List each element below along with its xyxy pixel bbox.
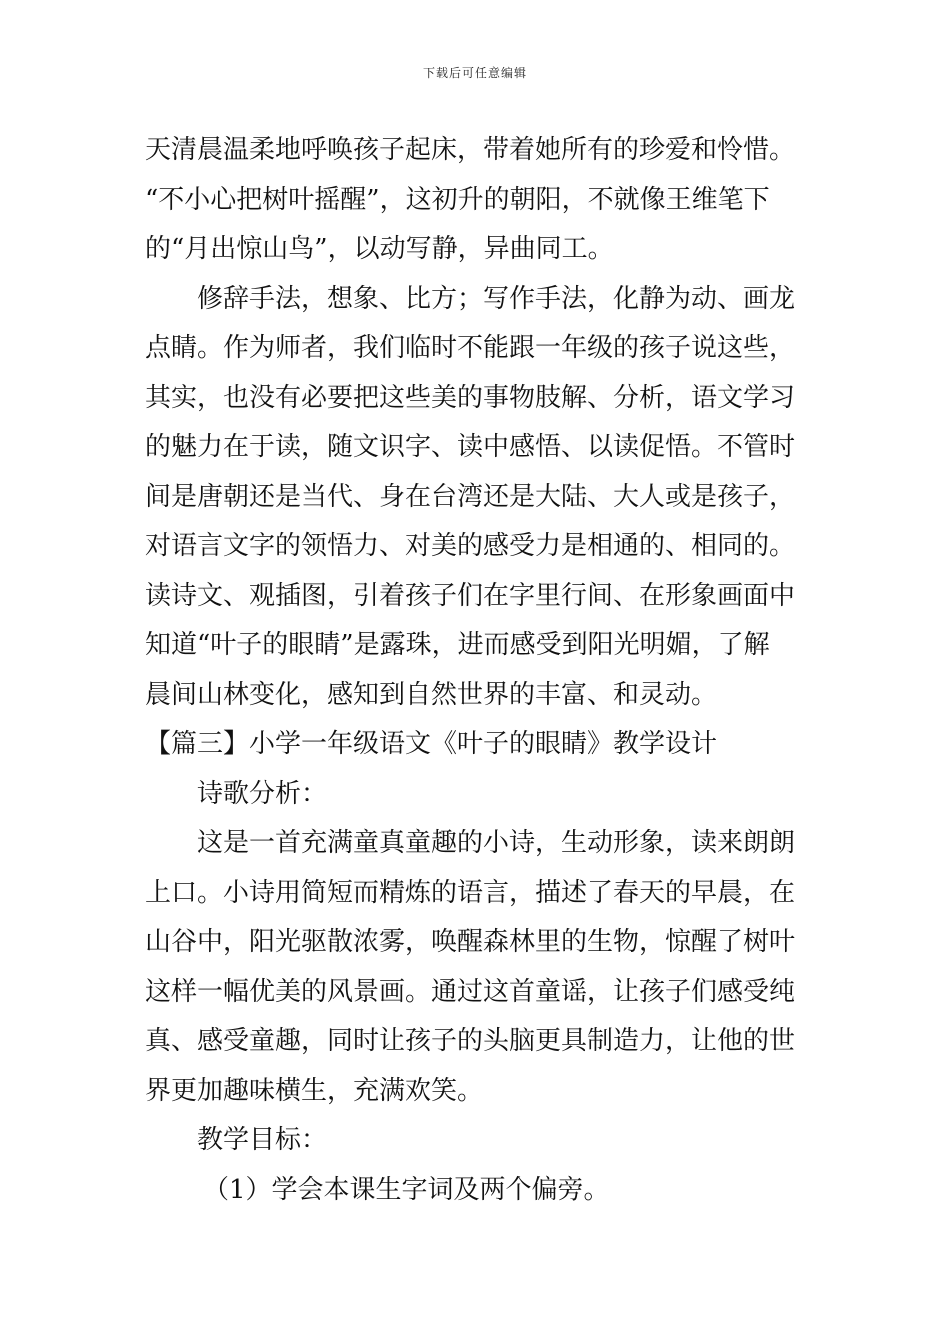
document-body [145, 126, 807, 1215]
section-heading: 【篇三】小学一年级语文《叶子的眼睛》教学设计 [145, 729, 718, 759]
text-line: 间是唐朝还是当代、身在台湾还是大陆、大人或是孩子， [145, 481, 796, 512]
text-line: 山谷中，阳光驱散浓雾，唤醒森林里的生物，惊醒了树叶 [145, 927, 796, 957]
subheading-teaching-goals: 教学目标： [197, 1125, 328, 1155]
paragraph-start-line: 这是一首充满童真童趣的小诗，生动形象，读来朗朗 [197, 828, 796, 858]
text-line: 点睛。作为师者，我们临时不能跟一年级的孩子说这些， [145, 333, 796, 363]
text-line: 晨间山林变化，感知到自然世界的丰富、和灵动。 [145, 679, 718, 710]
page-header: 下载后可任意编辑 [422, 66, 527, 80]
text-line: 真、感受童趣，同时让孩子的头脑更具制造力，让他的世 [145, 1026, 796, 1056]
subheading-poem-analysis: 诗歌分析： [197, 778, 328, 809]
text-line: 的“月出惊山鸟”，以动写静，异曲同工。 [145, 234, 614, 264]
text-line: 知道“叶子的眼睛”是露珠，进而感受到阳光明媚，了解 [145, 630, 770, 660]
text-line: 的魅力在于读，随文识字、读中感悟、以读促悟。不管时 [145, 432, 796, 462]
text-line: 天清晨温柔地呼唤孩子起床，带着她所有的珍爱和怜惜。 [145, 135, 796, 165]
text-line: 读诗文、观插图，引着孩子们在字里行间、在形象画面中 [145, 580, 796, 611]
text-line: 上口。小诗用简短而精炼的语言，描述了春天的早晨，在 [145, 877, 796, 908]
text-line: 这样一幅优美的风景画。通过这首童谣，让孩子们感受纯 [145, 976, 796, 1007]
text-line: 对语言文字的领悟力、对美的感受力是相通的、相同的。 [145, 531, 796, 561]
text-line: 界更加趣味横生，充满欢笑。 [145, 1075, 484, 1106]
text-line: “不小心把树叶摇醒”，这初升的朝阳，不就像王维笔下 [145, 184, 770, 215]
text-line: 其实，也没有必要把这些美的事物肢解、分析，语文学习 [145, 382, 796, 413]
list-item: （1）学会本课生字词及两个偏旁。 [203, 1174, 610, 1205]
paragraph-start-line: 修辞手法，想象、比方；写作手法，化静为动、画龙 [197, 283, 796, 314]
